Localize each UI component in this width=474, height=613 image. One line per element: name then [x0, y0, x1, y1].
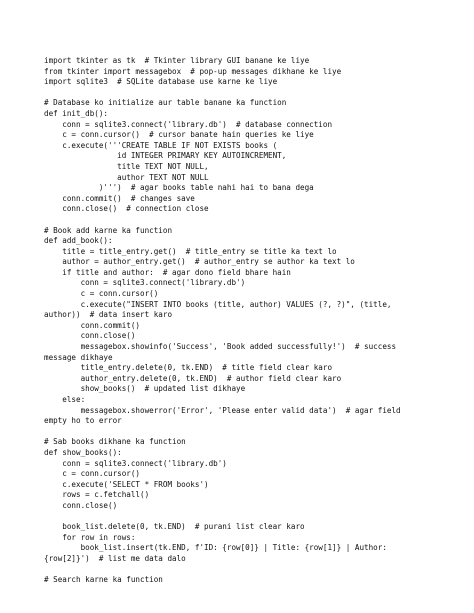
code-line: for row in rows: — [44, 532, 136, 542]
code-line: title TEXT NOT NULL, — [44, 161, 209, 171]
code-line — [44, 512, 464, 523]
code-line: conn = sqlite3.connect('library.db') — [44, 278, 246, 288]
code-line: author)) # data insert karo — [44, 310, 173, 320]
code-line: rows = c.fetchall() — [44, 490, 150, 500]
code-line: # Search karne ka function — [44, 575, 163, 585]
code-line: c.execute('SELECT * FROM books') — [44, 479, 209, 489]
code-line: messagebox.showerror('Error', 'Please enter valid data') # agar field — [44, 405, 401, 415]
code-line: c = conn.cursor() — [44, 289, 159, 299]
code-line: c = conn.cursor() — [44, 469, 141, 479]
code-line: book_list.insert(tk.END, f'ID: {row[0]} | Title: {row[1]} | Author: — [44, 543, 387, 553]
code-line: conn.close() — [44, 500, 118, 510]
code-line: import tkinter as tk # Tkinter library GUI banane ke liye — [44, 56, 310, 65]
code-line — [44, 427, 464, 438]
code-line: if title and author: # agar dono field bhare hain — [44, 267, 291, 277]
code-line — [44, 565, 464, 576]
code-line: messagebox.showinfo('Success', 'Book added successfully!') # success — [44, 342, 397, 352]
code-line: message dikhaye — [44, 352, 113, 362]
code-line: author TEXT NOT NULL — [44, 172, 209, 182]
code-line: from tkinter import messagebox # pop-up messages dikhane ke liye — [44, 66, 342, 76]
code-line: # Book add karne ka function — [44, 225, 173, 235]
code-line: def show_books(): — [44, 447, 122, 457]
code-line: c.execute("INSERT INTO books (title, author) VALUES (?, ?)", (title, — [44, 299, 392, 309]
code-line: conn.commit() # changes save — [44, 193, 195, 203]
code-line: conn.close() # connection close — [44, 204, 209, 214]
code-line: conn = sqlite3.connect('library.db') # database connection — [44, 119, 333, 129]
code-line: c = conn.cursor() # cursor banate hain queries ke liye — [44, 130, 314, 140]
code-line: conn.close() — [44, 331, 136, 341]
code-line: show_books() # updated list dikhaye — [44, 384, 246, 394]
code-line: )''') # agar books table nahi hai to bana dega — [44, 183, 314, 193]
code-line: empty ho to error — [44, 416, 122, 426]
code-line: title_entry.delete(0, tk.END) # title field clear karo — [44, 363, 333, 373]
code-line: book_list.delete(0, tk.END) # purani list clear karo — [44, 522, 305, 532]
code-line: c.execute('''CREATE TABLE IF NOT EXISTS books ( — [44, 140, 278, 150]
code-line: id INTEGER PRIMARY KEY AUTOINCREMENT, — [44, 151, 287, 161]
code-line: author_entry.delete(0, tk.END) # author field clear karo — [44, 373, 342, 383]
code-line: conn.commit() — [44, 320, 141, 330]
code-line: author = author_entry.get() # author_entry se author ka text lo — [44, 257, 355, 267]
code-line: else: — [44, 395, 86, 404]
code-line: title = title_entry.get() # title_entry se title ka text lo — [44, 246, 337, 256]
code-line — [44, 215, 464, 226]
code-line — [44, 88, 464, 99]
code-line: # Database ko initialize aur table banane ka function — [44, 98, 287, 108]
code-line: import sqlite3 # SQLite database use karne ke liye — [44, 77, 278, 87]
code-line: def add_book(): — [44, 236, 113, 246]
code-document — [44, 56, 464, 586]
code-line: conn = sqlite3.connect('library.db') — [44, 458, 227, 468]
code-line: def init_db(): — [44, 108, 109, 118]
code-line: {row[2]}') # list me data dalo — [44, 553, 186, 563]
code-line: # Sab books dikhane ka function — [44, 437, 186, 447]
